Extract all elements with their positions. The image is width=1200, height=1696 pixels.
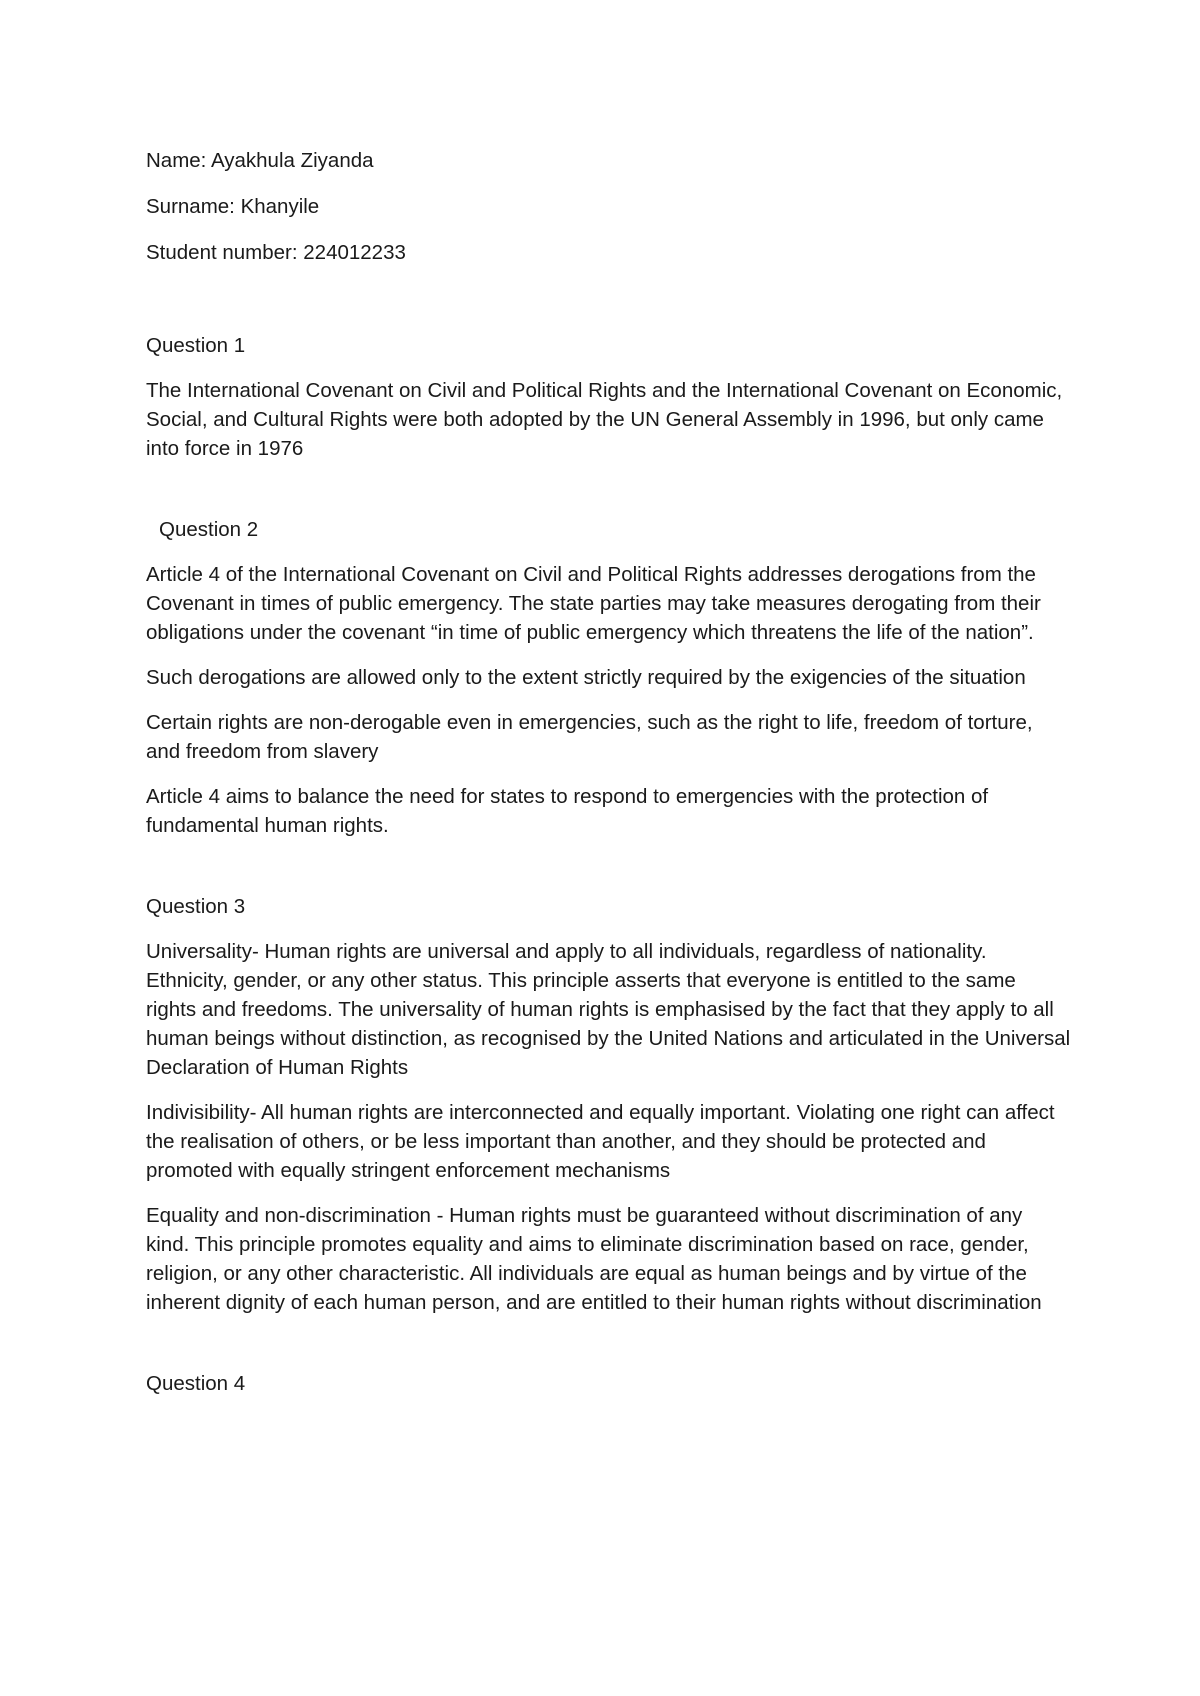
- question-3-paragraph: Equality and non-discrimination - Human rights must be guaranteed without discrimination of any kind. This principle promotes equality and aims to eliminate discrimination based on race, gender, religion, or any other characteristic. All individuals are equal as human beings and by virtue of the inherent dignity of each human person, and are entitled to their human rights without discrimination: [146, 1204, 1042, 1314]
- question-2-heading: Question 2: [159, 518, 259, 541]
- question-1-answer: The International Covenant on Civil and Political Rights and the International Covenant on Economic, Social, and Cultural Rights were both adopted by the UN General Assembly in 1996, but only came into force in 1976: [146, 379, 1063, 460]
- question-3-paragraph: Universality- Human rights are universal and apply to all individuals, regardless of nationality. Ethnicity, gender, or any other status. This principle asserts that everyone is entitled to the same rights and freedoms. The universality of human rights is emphasised by the fact that they apply to all human beings without distinction, as recognised by the United Nations and articulated in the Universal Declaration of Human Rights: [146, 940, 1071, 1079]
- question-1-heading: Question 1: [146, 334, 246, 357]
- question-3-paragraph: Indivisibility- All human rights are interconnected and equally important. Violating one right can affect the realisation of others, or be less important than another, and they should be protected and promoted with equally stringent enforcement mechanisms: [146, 1101, 1055, 1182]
- question-2-paragraph: Article 4 aims to balance the need for states to respond to emergencies with the protection of fundamental human rights.: [146, 785, 989, 837]
- question-2-paragraph: Such derogations are allowed only to the extent strictly required by the exigencies of the situation: [146, 666, 1026, 689]
- student-name: Name: Ayakhula Ziyanda: [146, 149, 374, 172]
- question-2-paragraph: Article 4 of the International Covenant on Civil and Political Rights addresses derogations from the Covenant in times of public emergency. The state parties may take measures derogating from their obligations under the covenant “in time of public emergency which threatens the life of the nation”.: [146, 563, 1041, 644]
- student-number: Student number: 224012233: [146, 241, 406, 264]
- question-2-section: [146, 515, 1071, 840]
- question-4-heading: Question 4: [146, 1372, 246, 1395]
- question-3-section: [146, 892, 1071, 1317]
- question-4-section: [146, 1369, 1071, 1398]
- document-body: [146, 146, 1071, 1414]
- question-3-heading: Question 3: [146, 895, 246, 918]
- student-surname: Surname: Khanyile: [146, 195, 320, 218]
- question-1-section: [146, 331, 1071, 463]
- question-2-paragraph: Certain rights are non-derogable even in emergencies, such as the right to life, freedom of torture, and freedom from slavery: [146, 711, 1033, 763]
